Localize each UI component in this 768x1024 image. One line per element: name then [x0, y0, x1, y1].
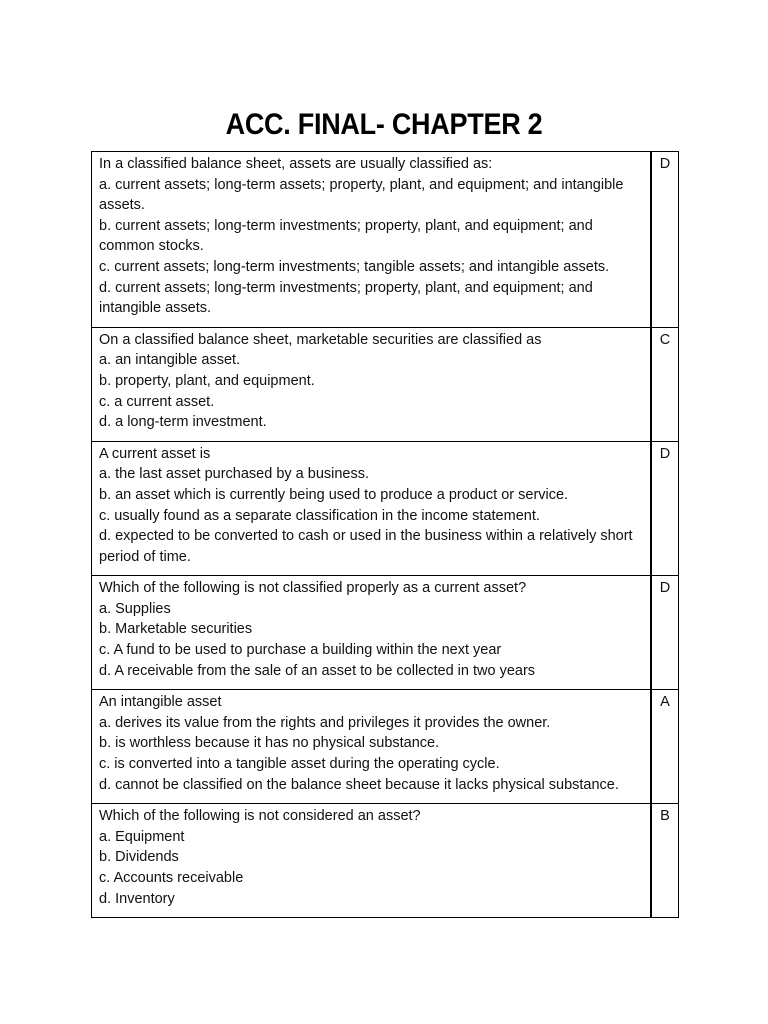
option-c: c. current assets; long-term investments; tangible assets; and intangible assets. — [99, 258, 610, 275]
question-cell — [92, 576, 652, 690]
question-stem: Which of the following is not considered an asset? — [99, 808, 421, 825]
option-a: a. an intangible asset. — [99, 352, 241, 369]
option-a: a. Supplies — [99, 600, 171, 617]
question-cell — [92, 152, 652, 328]
question-cell — [92, 804, 652, 918]
option-c: c. a current asset. — [99, 393, 215, 410]
answer-cell — [651, 327, 679, 441]
question-row — [92, 576, 679, 690]
question-cell — [92, 441, 652, 576]
option-b: b. Dividends — [99, 849, 179, 866]
option-b: b. Marketable securities — [99, 621, 253, 638]
answer-cell — [651, 804, 679, 918]
option-b: b. current assets; long-term investments; property, plant, and equipment; and common stocks. — [99, 217, 593, 255]
option-a: a. derives its value from the rights and privileges it provides the owner. — [99, 714, 551, 731]
answer-letter: C — [659, 331, 671, 348]
option-d: d. current assets; long-term investments; property, plant, and equipment; and intangible assets. — [99, 279, 593, 317]
question-row — [92, 804, 679, 918]
question-stem: On a classified balance sheet, marketable securities are classified as — [99, 331, 542, 348]
option-d: d. a long-term investment. — [99, 414, 267, 431]
answer-letter: D — [659, 445, 671, 462]
option-b: b. an asset which is currently being used to produce a product or service. — [99, 486, 569, 503]
option-c: c. A fund to be used to purchase a building within the next year — [99, 642, 502, 659]
option-b: b. property, plant, and equipment. — [99, 372, 315, 389]
option-c: c. Accounts receivable — [99, 870, 244, 886]
question-table — [91, 151, 679, 918]
page-title: ACC. FINAL- CHAPTER 2 — [225, 108, 543, 141]
answer-letter: B — [660, 808, 670, 825]
answer-cell — [651, 690, 679, 804]
option-c: c. usually found as a separate classification in the income statement. — [99, 507, 540, 524]
question-stem: An intangible asset — [99, 694, 222, 711]
question-stem: Which of the following is not classified properly as a current asset? — [99, 580, 527, 597]
option-c: c. is converted into a tangible asset during the operating cycle. — [99, 756, 500, 773]
answer-cell — [651, 441, 679, 576]
answer-letter: A — [660, 694, 670, 711]
question-stem: A current asset is — [99, 445, 211, 462]
answer-cell — [651, 576, 679, 690]
question-row — [92, 327, 679, 441]
option-d: d. Inventory — [99, 890, 175, 907]
question-row — [92, 441, 679, 576]
question-cell — [92, 690, 652, 804]
option-a: a. Equipment — [99, 828, 185, 845]
option-a: a. current assets; long-term assets; property, plant, and equipment; and intangible assets. — [99, 176, 624, 214]
option-d: d. expected to be converted to cash or used in the business within a relatively short period of time. — [99, 528, 633, 565]
question-stem: In a classified balance sheet, assets are usually classified as: — [99, 156, 493, 172]
question-row — [92, 152, 679, 328]
option-a: a. the last asset purchased by a business. — [99, 466, 370, 483]
question-cell — [92, 327, 652, 441]
option-b: b. is worthless because it has no physical substance. — [99, 735, 440, 752]
answer-cell — [651, 152, 679, 328]
answer-letter: D — [659, 580, 671, 597]
question-row — [92, 690, 679, 804]
option-d: d. A receivable from the sale of an asset to be collected in two years — [99, 662, 536, 679]
option-d: d. cannot be classified on the balance sheet because it lacks physical substance. — [99, 776, 619, 793]
answer-letter: D — [659, 156, 671, 172]
